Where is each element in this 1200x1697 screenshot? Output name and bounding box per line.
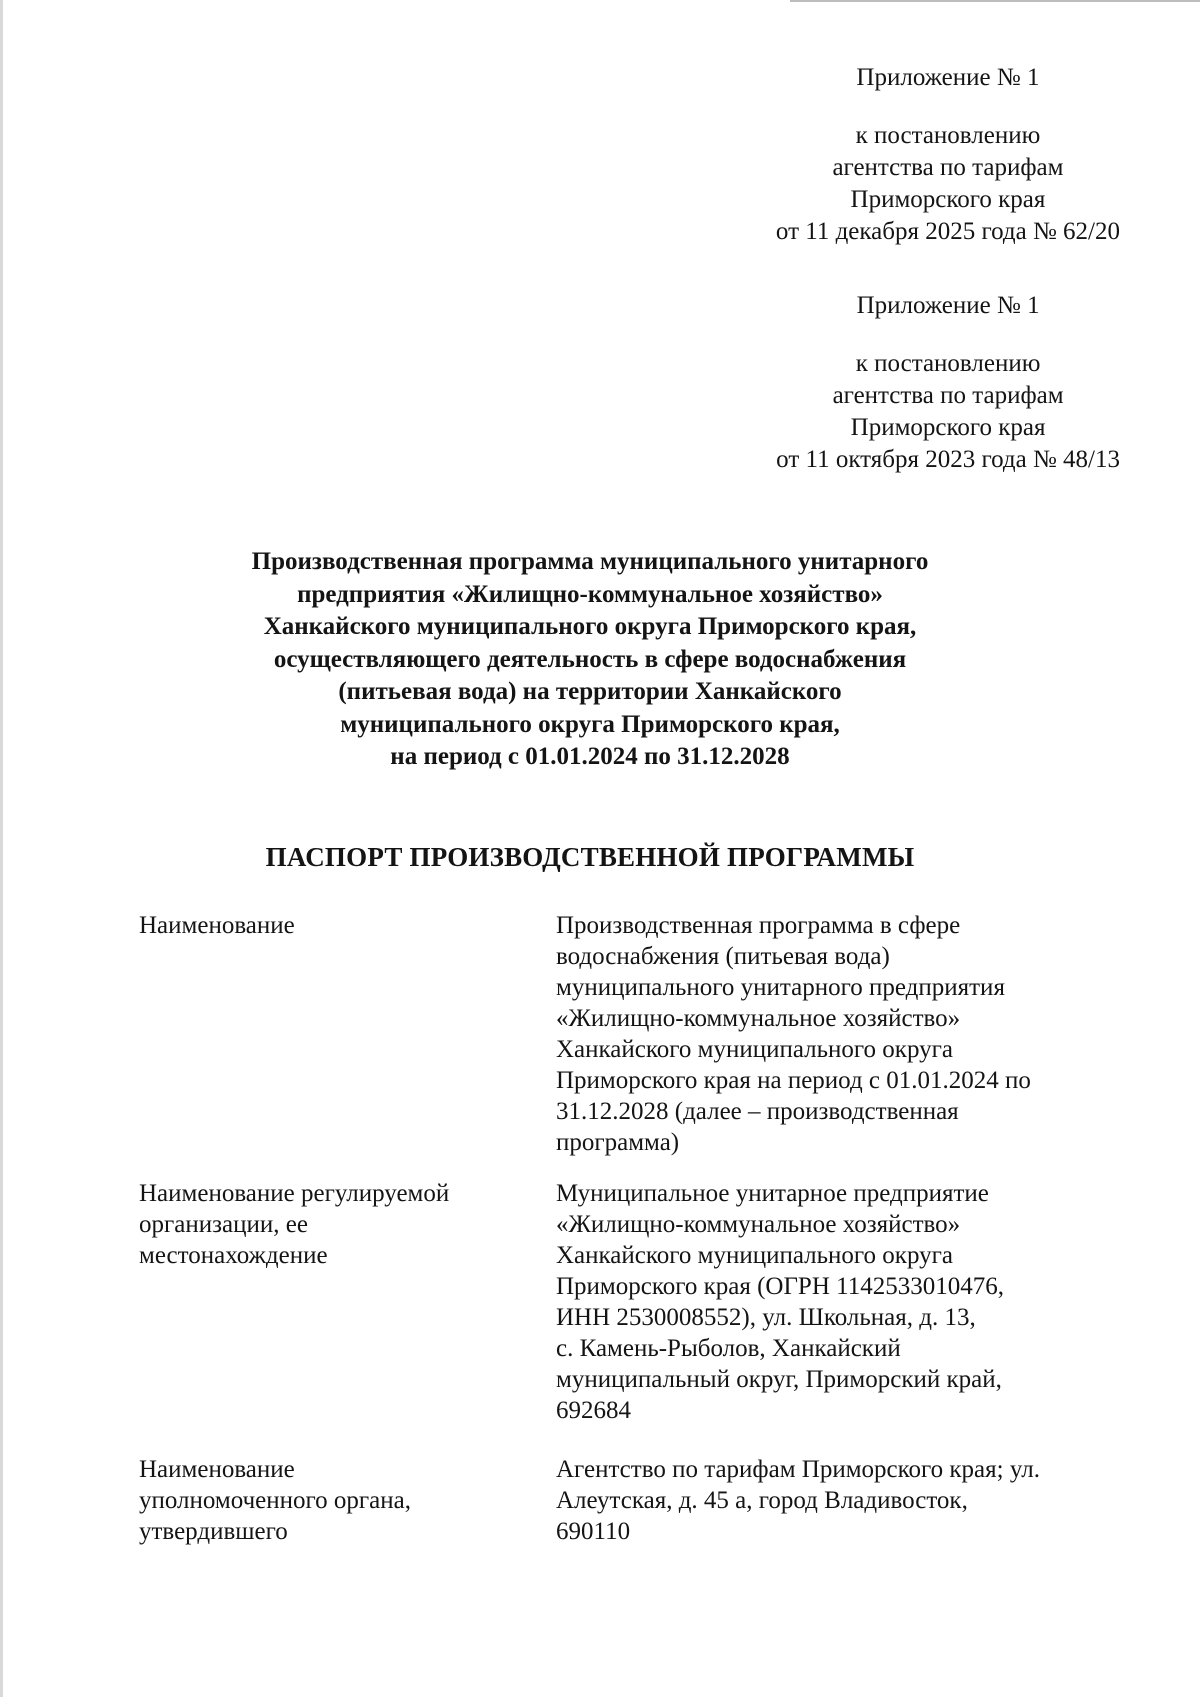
value-line: Производственная программа в сфере xyxy=(556,912,961,939)
value-line: «Жилищно-коммунальное хозяйство» xyxy=(556,1211,961,1238)
value-line: с. Камень-Рыболов, Ханкайский xyxy=(556,1335,901,1362)
passport-row-name xyxy=(139,910,1119,1158)
appendix-previous-line: агентства по тарифам xyxy=(832,382,1064,409)
passport-table xyxy=(139,910,1119,1547)
appendix-current-block xyxy=(776,62,1120,248)
label-line: организации, ее xyxy=(139,1211,308,1238)
appendix-current-line: агентства по тарифам xyxy=(832,154,1064,181)
passport-row-label xyxy=(139,1178,556,1426)
title-line: на период с 01.01.2024 по 31.12.2028 xyxy=(390,743,790,770)
value-line: 692684 xyxy=(556,1397,631,1424)
appendix-previous-number: Приложение № 1 xyxy=(856,292,1040,319)
document-title xyxy=(150,546,1030,774)
appendix-current xyxy=(620,62,1120,248)
scan-edge-top xyxy=(790,0,1200,2)
appendix-previous-line: от 11 октября 2023 года № 48/13 xyxy=(776,446,1120,473)
value-line: 690110 xyxy=(556,1518,631,1545)
label-line: местонахождение xyxy=(139,1242,328,1269)
passport-heading: ПАСПОРТ ПРОИЗВОДСТВЕННОЙ ПРОГРАММЫ xyxy=(265,842,915,872)
value-line: Приморского края (ОГРН 1142533010476, xyxy=(556,1273,1004,1300)
value-line: Ханкайского муниципального округа xyxy=(556,1036,953,1063)
label-line: уполномоченного органа, xyxy=(139,1487,411,1514)
value-line: муниципального унитарного предприятия xyxy=(556,974,1005,1001)
title-line: муниципального округа Приморского края, xyxy=(340,710,840,738)
value-line: ИНН 2530008552), ул. Школьная, д. 13, xyxy=(556,1304,976,1331)
appendix-previous xyxy=(620,290,1120,476)
passport-row-value xyxy=(556,910,1116,1158)
label-line: утвердившего xyxy=(139,1518,288,1545)
title-line: предприятия «Жилищно-коммунальное хозяйство» xyxy=(297,580,883,608)
value-line: водоснабжения (питьевая вода) xyxy=(556,943,890,970)
value-line: Ханкайского муниципального округа xyxy=(556,1242,953,1269)
appendix-previous-line: к постановлению xyxy=(855,350,1041,377)
passport-row-label xyxy=(139,910,556,1158)
value-line: Муниципальное унитарное предприятие xyxy=(556,1180,989,1207)
passport-row-organization xyxy=(139,1178,1119,1426)
title-line: Ханкайского муниципального округа Приморского края, xyxy=(263,613,917,640)
label-line: Наименование регулируемой xyxy=(139,1180,450,1207)
value-line: Алеутская, д. 45 а, город Владивосток, xyxy=(556,1487,968,1514)
label-line: Наименование xyxy=(139,912,295,939)
value-line: 31.12.2028 (далее – производственная xyxy=(556,1098,959,1125)
appendix-previous-block xyxy=(776,290,1120,476)
passport-row-label xyxy=(139,1454,556,1547)
appendix-current-line: к постановлению xyxy=(855,122,1041,149)
passport-row-authority xyxy=(139,1454,1119,1547)
appendix-current-line: Приморского края xyxy=(850,186,1046,213)
appendix-current-line: от 11 декабря 2025 года № 62/20 xyxy=(775,218,1120,245)
title-line: осуществляющего деятельность в сфере водоснабжения xyxy=(273,645,907,673)
value-line: «Жилищно-коммунальное хозяйство» xyxy=(556,1005,961,1032)
value-line: муниципальный округ, Приморский край, xyxy=(556,1366,1002,1393)
scan-edge-left xyxy=(0,0,3,1697)
value-line: Агентство по тарифам Приморского края; ул. xyxy=(556,1456,1040,1483)
appendix-current-number: Приложение № 1 xyxy=(856,64,1040,91)
value-line: программа) xyxy=(556,1129,680,1156)
passport-row-value xyxy=(556,1454,1116,1547)
appendix-previous-line: Приморского края xyxy=(850,414,1046,441)
passport-row-value xyxy=(556,1178,1116,1426)
title-line: (питьевая вода) на территории Ханкайского xyxy=(338,678,842,705)
title-line: Производственная программа муниципального унитарного xyxy=(251,548,929,575)
value-line: Приморского края на период с 01.01.2024 по xyxy=(556,1067,1031,1094)
label-line: Наименование xyxy=(139,1456,295,1483)
